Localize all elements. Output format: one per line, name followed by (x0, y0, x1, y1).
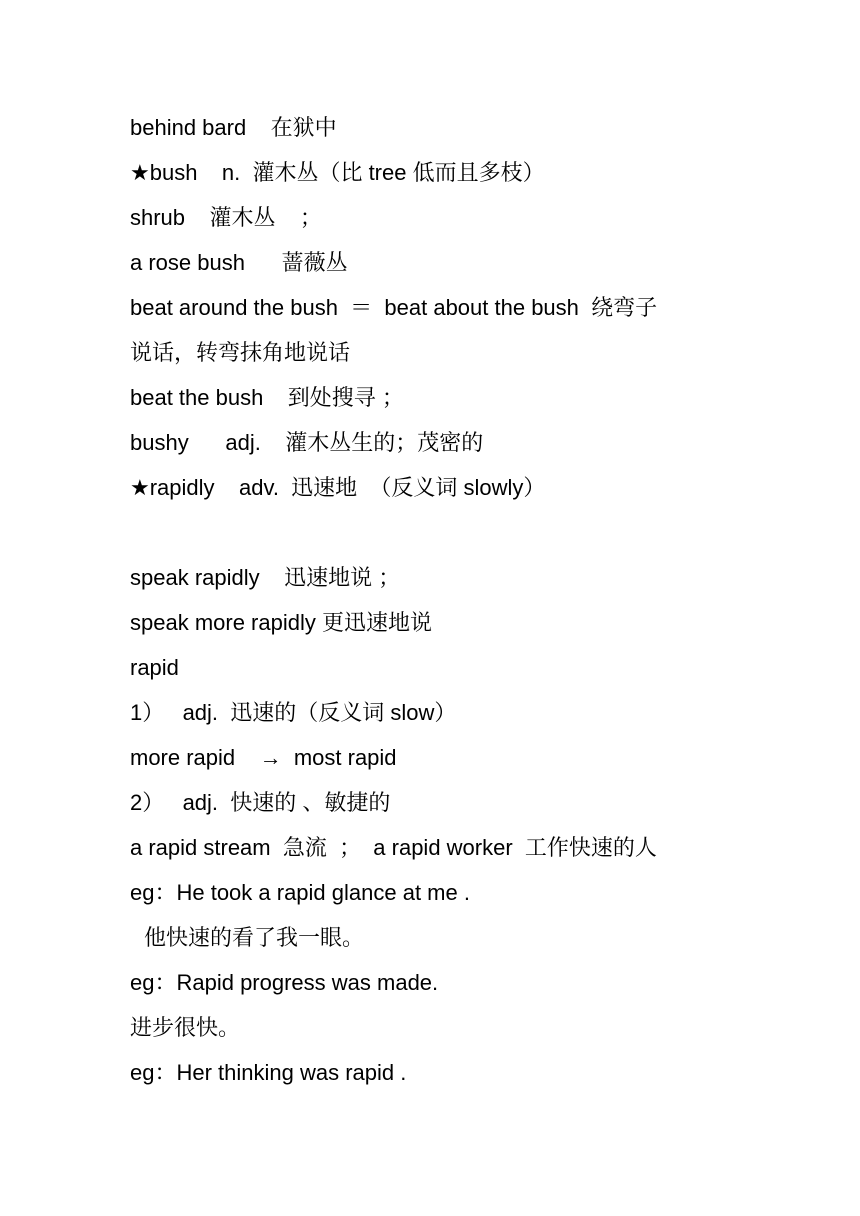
text-line: 1） adj. 迅速的（反义词 slow） (130, 700, 457, 725)
text-line: beat the bush 到处搜寻 ； (130, 385, 404, 410)
text-line: rapid (130, 655, 179, 680)
text-line: shrub 灌木丛 ； (130, 205, 322, 230)
text-line: a rose bush 蔷薇丛 (130, 250, 348, 275)
text-line: 2） adj. 快速的 、敏捷的 (130, 790, 391, 815)
text-line: eg：Her thinking was rapid . (130, 1060, 407, 1085)
text-line: ★bush n. 灌木丛（比 tree 低而且多枝） (130, 160, 545, 185)
document-body (130, 105, 740, 1095)
text-line: bushy adj. 灌木丛生的；茂密的 (130, 430, 484, 455)
text-line: eg：Rapid progress was made. (130, 970, 439, 995)
text-line: 进步很快。 (130, 1015, 241, 1040)
blank-line (130, 510, 740, 555)
text-line: speak more rapidly 更迅速地说 (130, 610, 432, 635)
text-line: behind bard 在狱中 (130, 115, 337, 140)
text-line: 说话，转弯抹角地说话 (130, 340, 351, 365)
text-line: more rapid → most rapid (130, 745, 397, 770)
text-line: eg：He took a rapid glance at me . (130, 880, 470, 905)
text-line: 他快速的看了我一眼。 (144, 925, 365, 950)
text-line: a rapid stream 急流 ； a rapid worker 工作快速的人 (130, 835, 657, 860)
text-line: beat around the bush ＝ beat about the bush 绕弯子 (130, 295, 658, 320)
text-line: ★rapidly adv. 迅速地 （反义词 slowly） (130, 475, 546, 500)
text-line: speak rapidly 迅速地说 ； (130, 565, 401, 590)
